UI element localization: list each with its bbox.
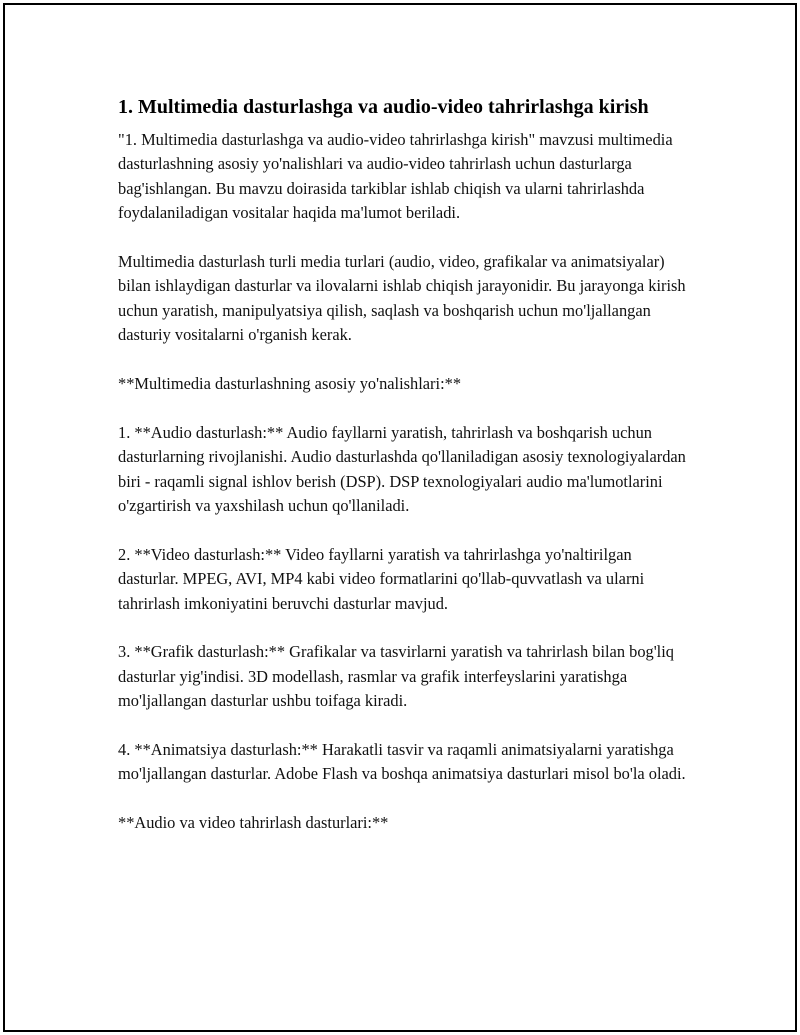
list-item-graphics: 3. **Grafik dasturlash:** Grafikalar va tasvirlarni yaratish va tahrirlash bilan bog'liq dasturlar yig'indisi. 3D modellash, rasmlar va grafik interfeyslarini yaratishga mo'ljallangan dasturlar ushbu toifaga kiradi. <box>118 642 674 711</box>
definition-paragraph: Multimedia dasturlash turli media turlari (audio, video, grafikalar va animatsiyalar) bilan ishlaydigan dasturlar va ilovalarni ishlab chiqish jarayonidir. Bu jarayonga kirish uchun yaratish, manipulyatsiya qilish, saqlash va boshqarish uchun mo'ljallangan dasturiy vositalarni o'rganish kerak. <box>118 252 686 345</box>
section-heading-editing-software: **Audio va video tahrirlash dasturlari:** <box>118 813 389 833</box>
list-item-video: 2. **Video dasturlash:** Video fayllarni yaratish va tahrirlashga yo'naltirilgan dasturlar. MPEG, AVI, MP4 kabi video formatlarini qo'llab-quvvatlash va ularni tahrirlash imkoniyatini beruvchi dasturlar mavjud. <box>118 544 645 613</box>
list-item-audio: 1. **Audio dasturlash:** Audio fayllarni yaratish, tahrirlash va boshqarish uchun dasturlarning rivojlanishi. Audio dasturlashda qo'llaniladigan asosiy texnologiyalardan biri - raqamli signal ishlov berish (DSP). DSP texnologiyalari audio ma'lumotlarini o'zgartirish va yaxshilash uchun qo'llaniladi. <box>118 422 686 516</box>
intro-paragraph: "1. Multimedia dasturlashga va audio-video tahrirlashga kirish" mavzusi multimedia dasturlashning asosiy yo'nalishlari va audio-video tahrirlash uchun dasturlarga bag'ishlangan. Bu mavzu doirasida tarkiblar ishlab chiqish va ularni tahrirlashda foydalaniladigan vositalar haqida ma'lumot beriladi. <box>118 130 673 223</box>
list-item-animation: 4. **Animatsiya dasturlash:** Harakatli tasvir va raqamli animatsiyalarni yaratishga mo'ljallangan dasturlar. Adobe Flash va boshqa animatsiya dasturlari misol bo'la oladi. <box>118 740 686 784</box>
section-heading-directions: **Multimedia dasturlashning asosiy yo'nalishlari:** <box>118 374 462 394</box>
document-title: 1. Multimedia dasturlashga va audio-video tahrirlashga kirish <box>118 96 649 118</box>
document-body <box>118 94 688 836</box>
